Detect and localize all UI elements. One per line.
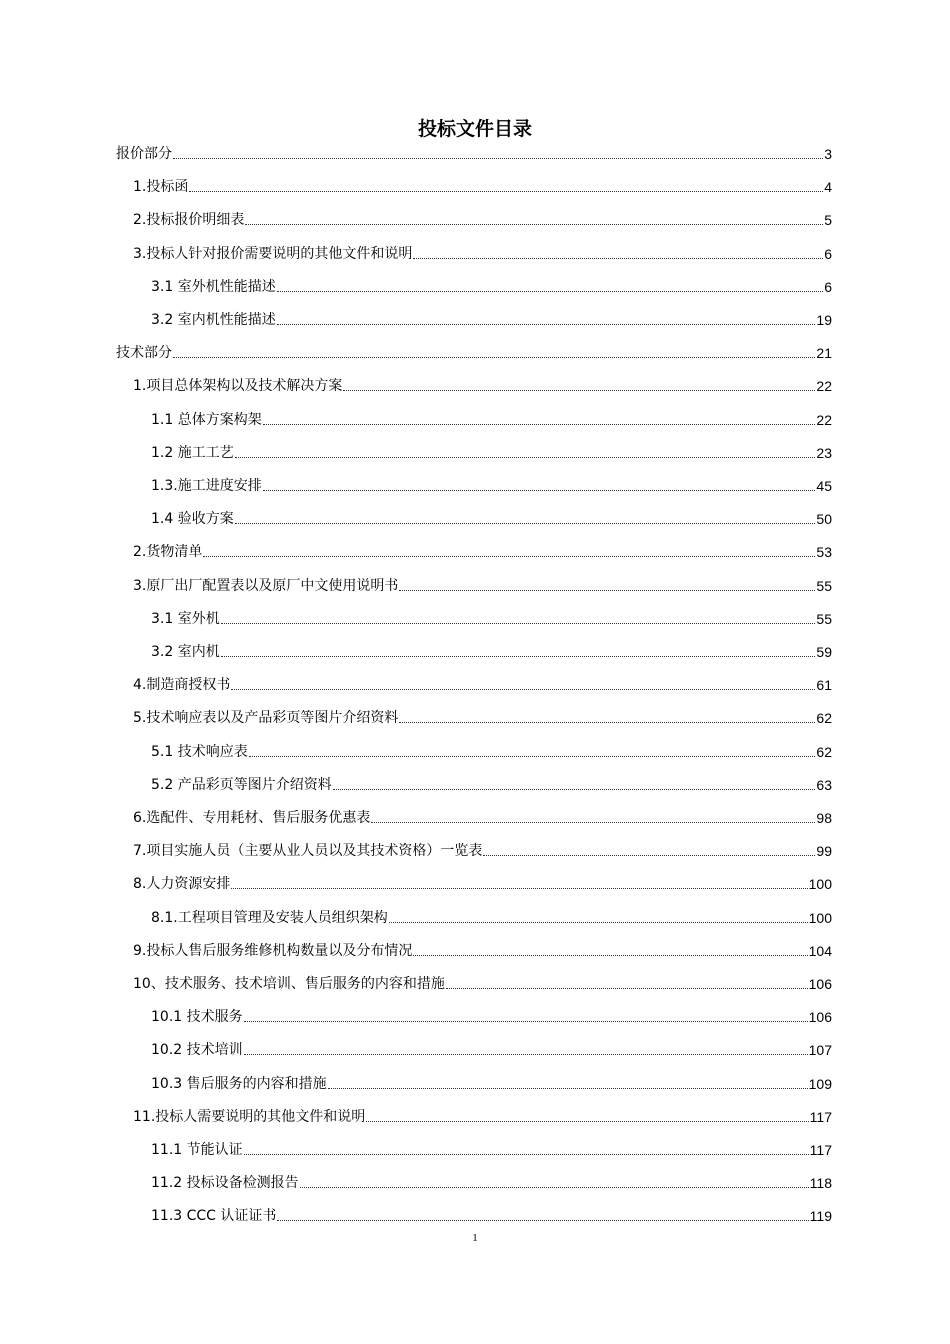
toc-entry-title: 10.2 技术培训 bbox=[151, 1042, 243, 1059]
toc-dot-leader bbox=[328, 1087, 808, 1089]
toc-entry-page-number: 59 bbox=[816, 644, 832, 660]
toc-entry-page-number: 4 bbox=[824, 179, 832, 196]
toc-entry[interactable] bbox=[133, 538, 832, 562]
toc-entry-page-number: 5 bbox=[824, 212, 832, 229]
toc-dot-leader bbox=[413, 257, 823, 259]
toc-dot-leader bbox=[343, 389, 815, 391]
toc-entry[interactable] bbox=[133, 937, 832, 961]
toc-entry[interactable] bbox=[133, 173, 832, 197]
toc-entry-page-number: 22 bbox=[816, 378, 832, 395]
toc-dot-leader bbox=[231, 887, 807, 889]
page-number: 1 bbox=[472, 1232, 478, 1244]
toc-entry-page-number: 55 bbox=[816, 610, 832, 627]
toc-dot-leader bbox=[249, 755, 816, 757]
toc-entry-title: 6.选配件、专用耗材、售后服务优惠表 bbox=[133, 810, 371, 826]
toc-entry-page-number: 62 bbox=[816, 710, 832, 727]
toc-entry-page-number: 45 bbox=[816, 478, 832, 494]
toc-entry[interactable] bbox=[151, 1003, 832, 1027]
toc-entry-page-number: 117 bbox=[809, 1108, 832, 1125]
toc-entry-page-number: 100 bbox=[808, 876, 832, 893]
toc-entry-title: 3.2 室内机性能描述 bbox=[151, 312, 276, 328]
toc-entry-title: 3.1 室外机 bbox=[151, 610, 220, 627]
toc-dot-leader bbox=[235, 522, 816, 524]
toc-entry-page-number: 109 bbox=[808, 1075, 832, 1092]
toc-entry-title: 3.2 室内机 bbox=[151, 644, 220, 660]
toc-dot-leader bbox=[389, 921, 808, 923]
toc-entry-page-number: 100 bbox=[808, 909, 832, 926]
toc-entry-page-number: 99 bbox=[816, 843, 832, 860]
toc-entry-title: 1.项目总体架构以及技术解决方案 bbox=[133, 378, 343, 395]
toc-dot-leader bbox=[235, 456, 816, 458]
toc-entry-title: 11.2 投标设备检测报告 bbox=[151, 1175, 299, 1192]
toc-entry-title: 1.2 施工工艺 bbox=[151, 444, 234, 461]
toc-entry-page-number: 63 bbox=[816, 776, 832, 793]
toc-entry-title: 4.制造商授权书 bbox=[133, 677, 231, 694]
toc-dot-leader bbox=[399, 589, 815, 591]
toc-entry[interactable] bbox=[151, 738, 832, 762]
toc-dot-leader bbox=[244, 1053, 808, 1055]
toc-entry[interactable] bbox=[151, 472, 832, 496]
toc-entry-title: 3.投标人针对报价需要说明的其他文件和说明 bbox=[133, 245, 413, 262]
toc-entry-title: 3.原厂出厂配置表以及原厂中文使用说明书 bbox=[133, 577, 399, 594]
toc-entry-page-number: 55 bbox=[816, 577, 832, 594]
toc-entry[interactable] bbox=[151, 306, 832, 330]
toc-entry[interactable] bbox=[133, 704, 832, 728]
toc-entry-title: 10.3 售后服务的内容和措施 bbox=[151, 1075, 327, 1092]
toc-dot-leader bbox=[221, 655, 816, 657]
toc-entry[interactable] bbox=[151, 771, 832, 795]
toc-entry-title: 1.3.施工进度安排 bbox=[151, 478, 262, 494]
toc-entry-title: 1.4 验收方案 bbox=[151, 511, 234, 528]
toc-entry-page-number: 98 bbox=[816, 810, 832, 826]
toc-entry-title: 11.3 CCC 认证证书 bbox=[151, 1208, 277, 1225]
toc-entry[interactable] bbox=[133, 970, 832, 994]
toc-entry-title: 1.投标函 bbox=[133, 179, 189, 196]
toc-entry-title: 9.投标人售后服务维修机构数量以及分布情况 bbox=[133, 942, 413, 959]
toc-entry-title: 2.货物清单 bbox=[133, 544, 203, 561]
toc-entry-page-number: 104 bbox=[808, 942, 832, 959]
toc-dot-leader bbox=[277, 323, 816, 325]
toc-entry-title: 10、技术服务、技术培训、售后服务的内容和措施 bbox=[133, 976, 445, 992]
toc-entry-page-number: 6 bbox=[824, 245, 832, 262]
toc-entry-title: 1.1 总体方案构架 bbox=[151, 411, 262, 428]
toc-entry-title: 5.2 产品彩页等图片介绍资料 bbox=[151, 776, 332, 793]
toc-entry-title: 技术部分 bbox=[116, 345, 172, 362]
toc-entry-page-number: 107 bbox=[808, 1042, 832, 1059]
toc-dot-leader bbox=[245, 223, 823, 225]
toc-entry[interactable] bbox=[133, 572, 832, 596]
toc-dot-leader bbox=[173, 157, 823, 159]
toc-entry-page-number: 61 bbox=[816, 677, 832, 694]
toc-entry[interactable] bbox=[151, 1070, 832, 1094]
toc-entry[interactable] bbox=[116, 339, 832, 363]
toc-entry-page-number: 118 bbox=[809, 1175, 832, 1192]
toc-dot-leader bbox=[371, 821, 815, 823]
toc-entry-page-number: 3 bbox=[824, 146, 832, 162]
toc-entry-page-number: 50 bbox=[816, 511, 832, 528]
toc-entry-page-number: 6 bbox=[824, 278, 832, 295]
toc-entry-page-number: 117 bbox=[809, 1142, 832, 1158]
toc-dot-leader bbox=[366, 1120, 808, 1122]
toc-dot-leader bbox=[221, 622, 816, 624]
toc-entry-page-number: 23 bbox=[816, 444, 832, 461]
toc-dot-leader bbox=[483, 854, 815, 856]
toc-entry-page-number: 19 bbox=[816, 312, 832, 328]
toc-dot-leader bbox=[277, 1219, 808, 1221]
toc-dot-leader bbox=[244, 1020, 808, 1022]
toc-entry[interactable] bbox=[133, 804, 832, 828]
toc-entry[interactable] bbox=[133, 372, 832, 396]
toc-entry-title: 8.人力资源安排 bbox=[133, 876, 231, 893]
toc-entry[interactable] bbox=[151, 1202, 832, 1226]
toc-entry[interactable] bbox=[133, 870, 832, 894]
toc-dot-leader bbox=[263, 423, 816, 425]
toc-dot-leader bbox=[333, 788, 816, 790]
toc-entry[interactable] bbox=[151, 638, 832, 662]
toc-entry[interactable] bbox=[151, 505, 832, 529]
toc-entry[interactable] bbox=[133, 671, 832, 695]
toc-entry[interactable] bbox=[151, 904, 832, 928]
toc-entry-title: 11.1 节能认证 bbox=[151, 1142, 243, 1158]
toc-entry-page-number: 53 bbox=[816, 544, 832, 561]
toc-entry-title: 5.1 技术响应表 bbox=[151, 743, 248, 760]
toc-entry-title: 2.投标报价明细表 bbox=[133, 212, 245, 229]
toc-entry[interactable] bbox=[151, 273, 832, 297]
toc-entry[interactable] bbox=[151, 406, 832, 430]
toc-entry-page-number: 106 bbox=[808, 976, 832, 992]
document-title: 投标文件目录 bbox=[417, 118, 532, 140]
toc-entry[interactable] bbox=[116, 140, 832, 164]
toc-dot-leader bbox=[277, 290, 823, 292]
toc-dot-leader bbox=[244, 1153, 809, 1155]
toc-dot-leader bbox=[399, 721, 815, 723]
toc-dot-leader bbox=[263, 489, 816, 491]
toc-entry-page-number: 62 bbox=[816, 743, 832, 760]
toc-entry-title: 11.投标人需要说明的其他文件和说明 bbox=[133, 1108, 366, 1125]
toc-entry[interactable] bbox=[133, 240, 832, 264]
toc-entry-title: 报价部分 bbox=[116, 146, 172, 162]
toc-dot-leader bbox=[173, 356, 815, 358]
toc-entry[interactable] bbox=[133, 206, 832, 230]
toc-entry[interactable] bbox=[133, 1103, 832, 1127]
toc-dot-leader bbox=[189, 190, 823, 192]
toc-entry-title: 7.项目实施人员（主要从业人员以及其技术资格）一览表 bbox=[133, 843, 483, 860]
toc-entry-title: 5.技术响应表以及产品彩页等图片介绍资料 bbox=[133, 710, 399, 727]
toc-dot-leader bbox=[446, 987, 808, 989]
toc-entry[interactable] bbox=[151, 1169, 832, 1193]
toc-entry-title: 8.1.工程项目管理及安装人员组织架构 bbox=[151, 909, 388, 926]
toc-entry-page-number: 119 bbox=[809, 1208, 832, 1225]
toc-entry[interactable] bbox=[151, 439, 832, 463]
toc-entry[interactable] bbox=[133, 837, 832, 861]
toc-dot-leader bbox=[413, 954, 807, 956]
toc-entry-page-number: 21 bbox=[816, 345, 832, 362]
toc-entry[interactable] bbox=[151, 1036, 832, 1060]
toc-entry[interactable] bbox=[151, 605, 832, 629]
toc-dot-leader bbox=[300, 1186, 809, 1188]
toc-entry[interactable] bbox=[151, 1136, 832, 1160]
toc-dot-leader bbox=[231, 688, 815, 690]
toc-entry-page-number: 106 bbox=[808, 1009, 832, 1026]
toc-entry-title: 10.1 技术服务 bbox=[151, 1009, 243, 1026]
toc-entry-title: 3.1 室外机性能描述 bbox=[151, 278, 276, 295]
toc-entry-page-number: 22 bbox=[816, 411, 832, 428]
toc-dot-leader bbox=[203, 555, 815, 557]
